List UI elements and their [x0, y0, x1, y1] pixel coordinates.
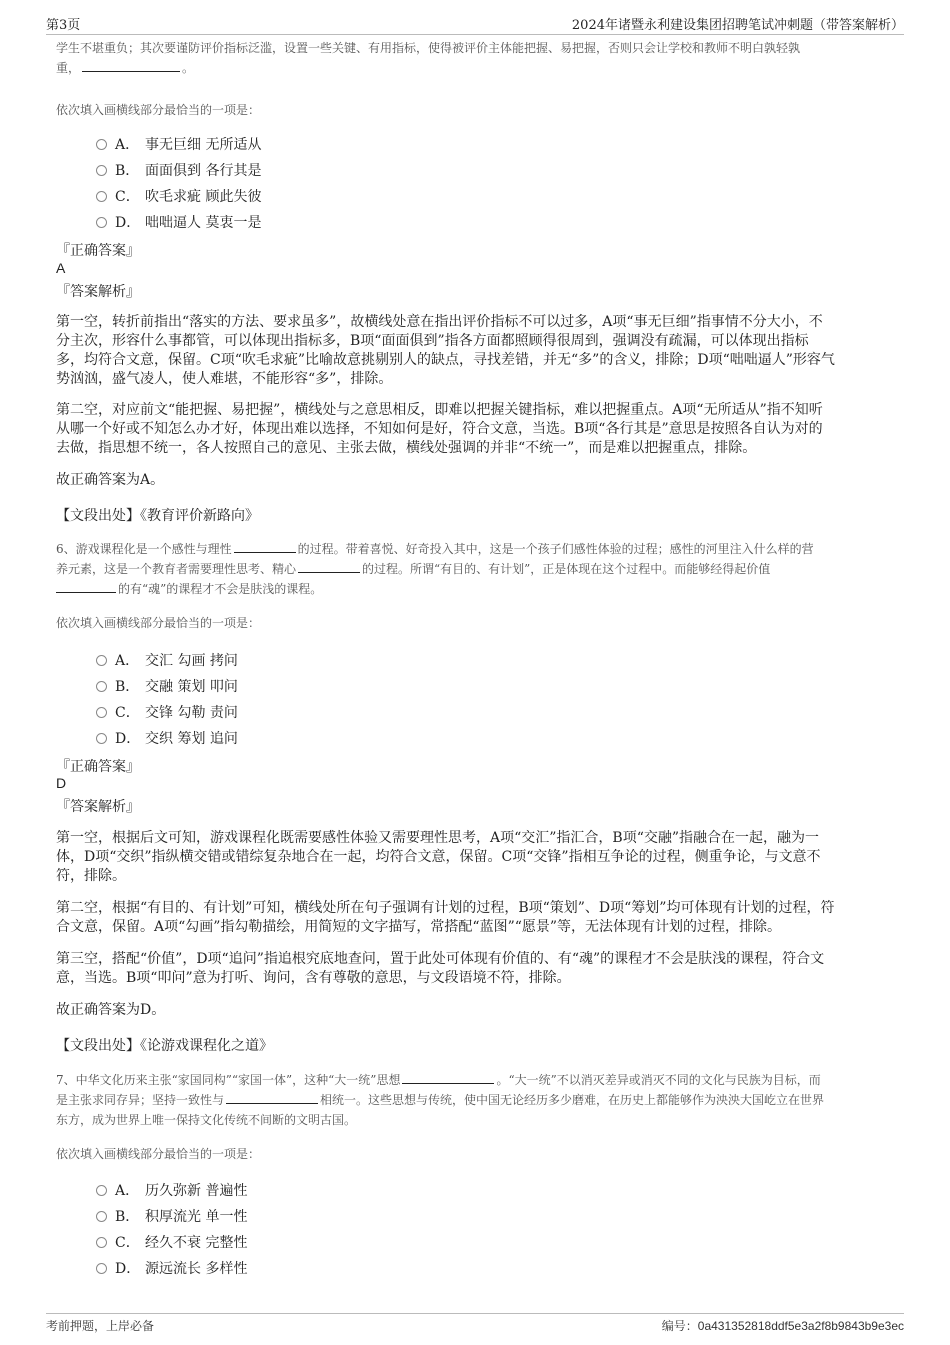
q6-source: 【文段出处】《论游戏课程化之道》 — [56, 1038, 273, 1054]
q5-line-2: 重， 。 — [56, 61, 195, 75]
page-number: 第3页 — [46, 18, 81, 33]
radio-icon[interactable] — [96, 191, 107, 202]
document-code: 编号：0a431352818ddf5e3a2f8b9843b9e3ec — [661, 1319, 904, 1333]
radio-icon[interactable] — [96, 217, 107, 228]
q7-prompt: 依次填入画横线部分最恰当的一项是： — [56, 1147, 261, 1161]
q5-answer-label: 『正确答案』 — [56, 243, 140, 259]
blank-line — [56, 580, 116, 593]
radio-icon[interactable] — [96, 655, 107, 666]
radio-icon[interactable] — [96, 707, 107, 718]
q5-passage-tail — [56, 38, 894, 78]
blank-line — [82, 59, 180, 72]
document-title: 2024年诸暨永利建设集团招聘笔试冲刺题（带答案解析） — [571, 18, 904, 33]
blank-line — [298, 560, 360, 573]
q6-analysis-para-2: 第二空，根据“有目的、有计划”可知，横线处所在句子强调有计划的过程，B项“策划”、D项“筹划”均可体现有计划的过程，符 合文意，保留。A项“勾画”指勾勒描绘，用简短的文字描写，常搭配“蓝图”“愿景”等，无法体现有计划的过程，排除。 — [56, 900, 835, 935]
radio-icon[interactable] — [96, 681, 107, 692]
blank-line — [226, 1091, 318, 1104]
radio-icon[interactable] — [96, 1263, 107, 1274]
q5-line-1: 学生不堪重负；其次要谨防评价指标泛滥，设置一些关键、有用指标，使得被评价主体能把握、易把握，否则只会让学校和教师不明白孰轻孰 — [56, 41, 801, 55]
q6-answer: D — [56, 775, 67, 791]
radio-icon[interactable] — [96, 1237, 107, 1248]
radio-icon[interactable] — [96, 1211, 107, 1222]
radio-icon[interactable] — [96, 165, 107, 176]
q6-analysis-para-1: 第一空，根据后文可知，游戏课程化既需要感性体验又需要理性思考，A项“交汇”指汇合，B项“交融”指融合在一起，融为一 体，D项“交织”指纵横交错或错综复杂地合在一起，均符合文意，保留。C项“交锋”指相互争论的过程，侧重争论，与文意不 符，排除。 — [56, 830, 821, 884]
page-footer — [46, 1313, 904, 1336]
q5-source: 【文段出处】《教育评价新路向》 — [56, 508, 259, 524]
q6-analysis-label: 『答案解析』 — [56, 799, 140, 815]
q7-passage: 7、中华文化历来主张“家国同构”“家国一体”，这种“大一统”思想 。“大一统”不以消灭差异或消灭不同的文化与民族为目标，而 是主张求同存异；坚持一致性与 相统一。这些思想与传统，使中国无论经历多少磨难，在历史上都能够作为泱泱大国屹立在世界 东方，成为世界上唯一保持文化传统不间断的文明古国。 — [56, 1073, 825, 1127]
footer-slogan: 考前押题，上岸必备 — [46, 1319, 155, 1333]
q5-analysis-para-1: 第一空，转折前指出“落实的方法、要求虽多”，故横线处意在指出评价指标不可以过多，A项“事无巨细”指事情不分大小，不 分主次，形容什么事都管，可以体现出指标多，B项“面面俱到”指各方面都照顾得很周到，强调没有疏漏，可以体现出指标 多，均符合文意，保留。C项“吹毛求疵”比喻故意挑剔别人的缺点，寻找差错，并无“多”的含义，排除；D项“咄咄逼人”形容气 势汹汹，盛气凌人，使人难堪，不能形容“多”，排除。 — [56, 314, 835, 387]
q5-answer: A — [56, 260, 66, 276]
radio-icon[interactable] — [96, 139, 107, 150]
radio-icon[interactable] — [96, 733, 107, 744]
blank-line — [234, 540, 296, 553]
q5-analysis-para-2: 第二空，对应前文“能把握、易把握”，横线处与之意思相反，即难以把握关键指标，难以把握重点。A项“无所适从”指不知听 从哪一个好或不知怎么办才好，体现出难以选择，不知如何是好，符合文意，当选。B项“各行其是”意思是按照各自认为对的 去做，指思想不统一，各人按照自己的意见、主张去做，横线处强调的并非“不统一”，而是难以把握重点，排除。 — [56, 402, 823, 456]
radio-icon[interactable] — [96, 1185, 107, 1196]
q5-analysis-label: 『答案解析』 — [56, 284, 140, 300]
q6-passage: 6、游戏课程化是一个感性与理性 的过程。带着喜悦、好奇投入其中，这是一个孩子们感性体验的过程；感性的河里注入什么样的营 养元素，这是一个教育者需要理性思考、精心 的过程。所谓“有目的、有计划”，正是体现在这个过程中。而能够经得起价值 的有“魂”的课程才不会是肤浅的课程。 — [56, 542, 814, 596]
q5-conclusion: 故正确答案为A。 — [56, 472, 165, 488]
q6-conclusion: 故正确答案为D。 — [56, 1002, 166, 1018]
q6-analysis-para-3: 第三空，搭配“价值”，D项“追问”指追根究底地查问，置于此处可体现有价值的、有“魂”的课程才不会是肤浅的课程，符合文 意，当选。B项“叩问”意为打听、询问，含有尊敬的意思，与文段语境不符，排除。 — [56, 951, 825, 986]
q5-prompt: 依次填入画横线部分最恰当的一项是： — [56, 103, 261, 117]
q6-prompt: 依次填入画横线部分最恰当的一项是： — [56, 616, 261, 630]
page-header — [46, 14, 904, 35]
blank-line — [402, 1071, 494, 1084]
q6-answer-label: 『正确答案』 — [56, 759, 140, 775]
